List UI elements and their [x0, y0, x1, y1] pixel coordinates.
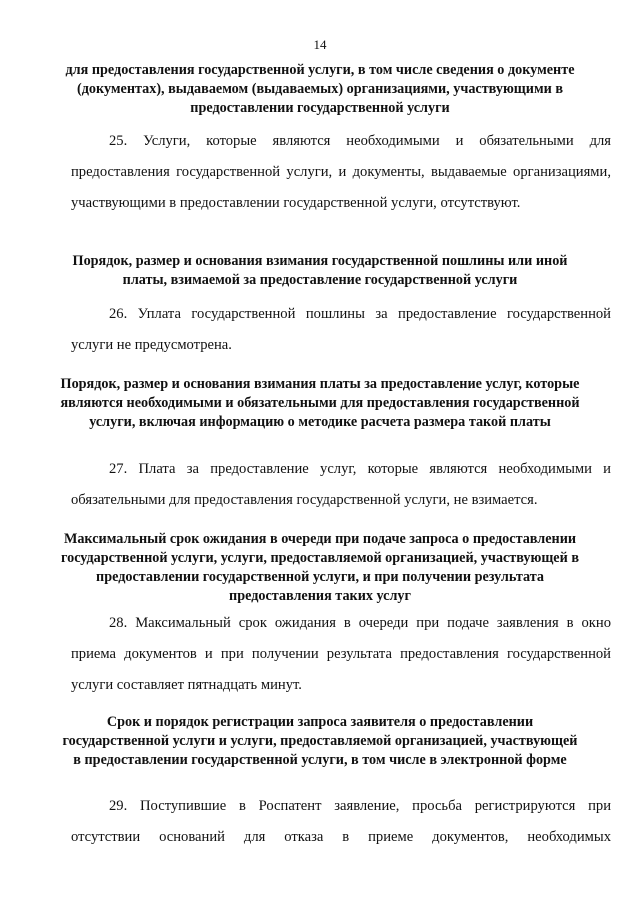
paragraph-26: 26. Уплата государственной пошлины за предоставление государственной услуги не предусмотрена. — [71, 306, 611, 353]
paragraph-27: 27. Плата за предоставление услуг, которые являются необходимыми и обязательными для предоставления государственной услуги, не взимается. — [71, 461, 611, 508]
page-number: 14 — [313, 37, 327, 52]
section-heading-registration: Срок и порядок регистрации запроса заявителя о предоставлении государственной услуги и услуги, предоставляемой организацией, участвующей в предоставлении государственной услуги, в том числе в электронной форме — [62, 714, 578, 768]
section-heading-queue-time: Максимальный срок ожидания в очереди при подаче запроса о предоставлении государственной услуги, услуги, предоставляемой организацией, участвующей в предоставлении государственной услуги, и при получении результата предоставления таких услуг — [61, 531, 579, 604]
section-heading-documents: для предоставления государственной услуги, в том числе сведения о документе (документах), выдаваемом (выдаваемых) организациями, участвующими в предоставлении государственной услуги — [65, 62, 575, 116]
section-heading-state-fee: Порядок, размер и основания взимания государственной пошлины или иной платы, взимаемой за предоставление государственной услуги — [72, 253, 568, 288]
paragraph-25: 25. Услуги, которые являются необходимыми и обязательными для предоставления государственной услуги, и документы, выдаваемые организациями, участвующими в предоставлении государственной услуги, отсутствуют. — [71, 133, 611, 211]
paragraph-29: 29. Поступившие в Роспатент заявление, просьба регистрируются при отсутствии оснований для отказа в приеме документов, необходимых — [71, 798, 611, 845]
section-heading-service-fee: Порядок, размер и основания взимания платы за предоставление услуг, которые являются необходимыми и обязательными для предоставления государственной услуги, включая информацию о методике расчета размера такой платы — [60, 376, 580, 430]
paragraph-28: 28. Максимальный срок ожидания в очереди при подаче заявления в окно приема документов и при получении результата предоставления государственной услуги составляет пятнадцать минут. — [71, 615, 611, 693]
